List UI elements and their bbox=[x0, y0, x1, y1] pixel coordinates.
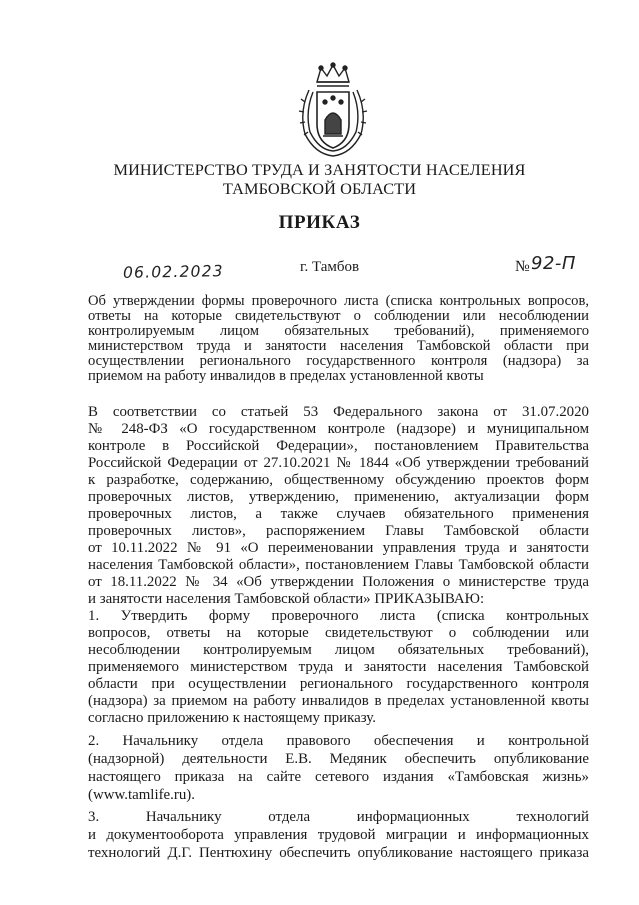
body-line: проверочных листов, утверждению, применению, актуализации форм bbox=[88, 489, 589, 505]
body-line: согласно приложению к настоящему приказу. bbox=[88, 710, 376, 726]
body-line: и документооборота управления трудовой миграции и информационных bbox=[88, 827, 589, 843]
subject-line: Об утверждении формы проверочного листа (списка контрольных вопросов, bbox=[88, 293, 589, 309]
body-line: населения Тамбовской области», постановлением Главы Тамбовской области bbox=[88, 557, 589, 573]
body-line: (надзорной) деятельности Е.В. Медяник обеспечить опубликование bbox=[88, 751, 589, 767]
body-line: 3. Начальнику отдела информационных технологий bbox=[88, 809, 589, 825]
ministry-name-line1: МИНИСТЕРСТВО ТРУДА И ЗАНЯТОСТИ НАСЕЛЕНИЯ bbox=[113, 160, 526, 179]
subject-line: осуществлении регионального государственного контроля (надзора) за bbox=[88, 353, 589, 369]
body-line: Российской Федерации от 27.10.2021 № 1844 «Об утверждении требований bbox=[88, 455, 589, 471]
body-line: № 248-ФЗ «О государственном контроле (надзоре) и муниципальном bbox=[88, 421, 589, 437]
ministry-name bbox=[0, 160, 639, 198]
body-line: области при осуществлении регионального государственного контроля bbox=[88, 676, 589, 692]
document-type: ПРИКАЗ bbox=[278, 212, 361, 233]
body-line: 2. Начальнику отдела правового обеспечения и контрольной bbox=[88, 733, 589, 749]
order-subject bbox=[88, 294, 589, 384]
body-line: несоблюдении контролируемым лицом обязательных требований), bbox=[88, 642, 589, 658]
coat-of-arms-icon bbox=[295, 62, 371, 158]
subject-line: ответы на которые свидетельствуют о соблюдении или несоблюдении bbox=[88, 308, 589, 324]
body-line: контроле в Российской Федерации», постановлением Правительства bbox=[88, 438, 589, 454]
body-line: В соответствии со статьей 53 Федерального закона от 31.07.2020 bbox=[88, 404, 589, 420]
body-line: проверочных листов», распоряжением Главы Тамбовской области bbox=[88, 523, 589, 539]
order-number: 92-П bbox=[531, 253, 576, 274]
body-line: к разработке, содержанию, общественному обсуждению проектов форм bbox=[88, 472, 589, 488]
ministry-name-line2: ТАМБОВСКОЙ ОБЛАСТИ bbox=[222, 179, 417, 198]
body-line: настоящего приказа на сайте сетевого издания «Тамбовская жизнь» bbox=[88, 769, 589, 785]
subject-line: министерством труда и занятости населения Тамбовской области при bbox=[88, 338, 589, 354]
body-line: от 10.11.2022 № 91 «О переименовании управления труда и занятости bbox=[88, 540, 589, 556]
body-line: технологий Д.Г. Пентюхину обеспечить опубликование настоящего приказа bbox=[88, 845, 589, 861]
body-line: (www.tamlife.ru). bbox=[88, 787, 195, 803]
subject-line: приемом на работу инвалидов в пределах установленной квоты bbox=[88, 368, 484, 384]
body-line: применяемого министерством труда и занятости населения Тамбовской bbox=[88, 659, 589, 675]
number-label: № bbox=[515, 258, 530, 275]
body-line: от 18.11.2022 № 34 «Об утверждении Положения о министерстве труда bbox=[88, 574, 589, 590]
body-line: 1. Утвердить форму проверочного листа (списка контрольных bbox=[88, 608, 589, 624]
subject-line: контролируемым лицом обязательных требований), применяемого bbox=[88, 323, 589, 339]
body-line: и занятости населения Тамбовской области» ПРИКАЗЫВАЮ: bbox=[88, 591, 485, 607]
city: г. Тамбов bbox=[300, 259, 360, 275]
order-date: 06.02.2023 bbox=[122, 262, 224, 282]
body-line: вопросов, ответы на которые свидетельствуют о соблюдении или bbox=[88, 625, 589, 641]
body-line: (надзора) за приемом на работу инвалидов в пределах установленной квоты bbox=[88, 693, 589, 709]
body-line: проверочных листов, а также случаев обязательного применения bbox=[88, 506, 589, 522]
